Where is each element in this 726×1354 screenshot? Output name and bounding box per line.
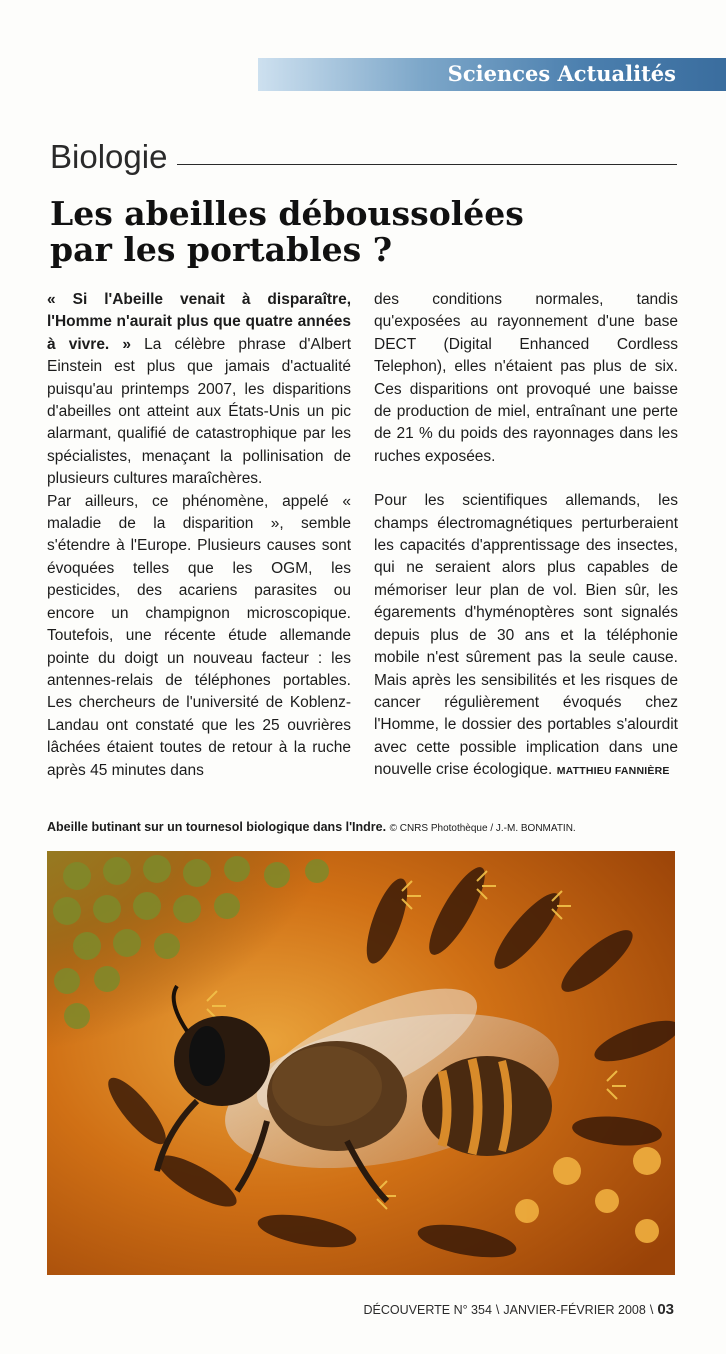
caption-text: Abeille butinant sur un tournesol biologique dans l'Indre. [47, 820, 387, 834]
footer-separator-1: \ [495, 1303, 500, 1317]
headline-line-2: par les portables ? [50, 230, 393, 269]
paragraph-3 [374, 490, 678, 782]
paragraph-1: La célèbre phrase d'Albert Einstein est plus que jamais d'actualité puisqu'au printemps 2007, les disparitions d'abeilles ont atteint aux États-Unis un pic alarmant, qualifié de catastrophique par les spécialistes, menaçant la pollinisation de plusieurs cultures maraîchères. [47, 335, 351, 488]
footer-magazine: DÉCOUVERTE N° 354 [363, 1303, 492, 1317]
photo-caption [47, 820, 687, 834]
lead-paragraph [47, 289, 351, 491]
bee-photo-illustration [47, 851, 675, 1275]
section-header-band [258, 58, 726, 91]
rubric-rule [177, 164, 677, 165]
photo-credit: © CNRS Photothèque / J.-M. BONMATIN. [389, 823, 576, 834]
rubric-title: Biologie [50, 138, 168, 175]
paragraph-2-continued: des conditions normales, tandis qu'exposées au rayonnement d'une base DECT (Digital Enhanced Cordless Telephon), elles n'étaient pas plus de six. Ces disparitions ont provoqué une baisse de production de miel, entraînant une perte de 21 % du poids des rayonnages dans les ruches exposées. [374, 291, 678, 465]
page-footer [364, 1301, 675, 1318]
bee-on-sunflower-photo [47, 851, 675, 1275]
author-byline: MATTHIEU FANNIÈRE [556, 765, 670, 778]
headline-line-1: Les abeilles déboussolées [50, 194, 524, 233]
section-title: Sciences Actualités [447, 61, 676, 86]
paragraph-3-text: Pour les scientifiques allemands, les champs électromagnétiques perturberaient les capacités d'apprentissage des insectes, qui ne seraient alors plus capables de mémoriser leur plan de vol. Bien sûr, les égarements d'hyménoptères sont signalés depuis plus de 30 ans et la téléphonie mobile n'est sûrement pas la seule cause. Mais après les sensibilités et les risques de cancer régulièrement évoqués chez l'Homme, le dossier des portables s'alourdit avec cette possible implication dans une nouvelle crise écologique. [374, 492, 678, 779]
article-headline [50, 196, 670, 268]
einstein-quote: « Si l'Abeille venait à disparaître, l'Homme n'aurait plus que quatre années à vivre. » [47, 291, 351, 353]
article-column-right [374, 289, 678, 783]
footer-separator-2: \ [649, 1303, 654, 1317]
article-column-left [47, 289, 351, 782]
footer-date: JANVIER-FÉVRIER 2008 [503, 1303, 646, 1317]
page-number: 03 [657, 1301, 674, 1318]
paragraph-2: Par ailleurs, ce phénomène, appelé « maladie de la disparition », semble s'étendre à l'Europe. Plusieurs causes sont évoquées telles que les OGM, les pesticides, des acariens parasites ou encore un champignon microscopique. Toutefois, une récente étude allemande pointe du doigt un nouveau facteur : les antennes-relais de téléphones portables. Les chercheurs de l'université de Koblenz-Landau ont constaté que les 25 ouvrières lâchées étaient toutes de retour à la ruche après 45 minutes dans [47, 492, 351, 779]
